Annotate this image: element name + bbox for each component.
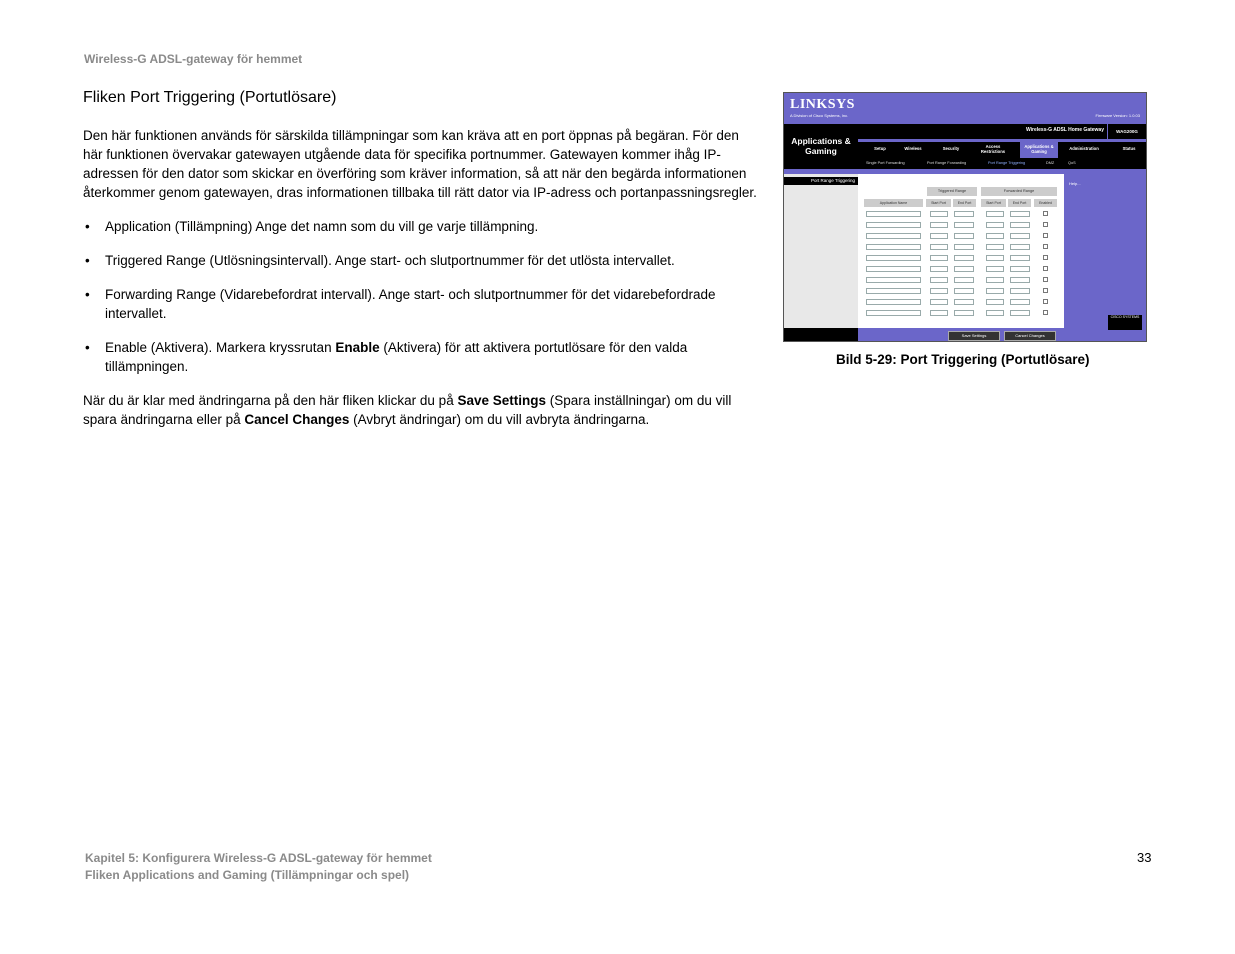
intro-paragraph: Den här funktionen används för särskilda tillämpningar som kan kräva att en port öppnas på begäran. För den här funktionen övervakar gatewayen utgående data för specifika portnummer. Gatewayen kommer ihåg IP-adressen för den dator som skickar en överföring som kräver information, så att när den begärda informationen återkommer genom gatewayen, dras informationen tillbaka till rätt dator via IP-adress och portanpassningsregler. bbox=[83, 128, 757, 200]
bullet-forwarding-range: • Forwarding Range (Vidarebefordrat intervall). Ange start- och slutportnummer för det vidarebefordrade intervallet. bbox=[83, 285, 759, 323]
trig-start-input[interactable] bbox=[930, 310, 948, 316]
fwd-start-input[interactable] bbox=[986, 244, 1004, 250]
app-name-input[interactable] bbox=[866, 288, 921, 294]
app-name-input[interactable] bbox=[866, 222, 921, 228]
fwd-start-input[interactable] bbox=[986, 277, 1004, 283]
tab-wireless[interactable]: Wireless bbox=[904, 146, 922, 151]
subtab-port-range-triggering[interactable]: Port Range Triggering bbox=[988, 161, 1026, 165]
fwd-end-input[interactable] bbox=[1010, 255, 1030, 261]
subtab-dmz[interactable]: DMZ bbox=[1046, 161, 1055, 165]
page-number: 33 bbox=[1137, 850, 1152, 865]
trig-end-input[interactable] bbox=[954, 222, 974, 228]
product-name: Wireless-G ADSL Home Gateway bbox=[1025, 127, 1104, 133]
body-content bbox=[83, 126, 759, 444]
col-trig-start: Start Port bbox=[926, 199, 951, 207]
fwd-start-input[interactable] bbox=[986, 222, 1004, 228]
figure-left-bottom bbox=[784, 328, 858, 342]
fwd-start-input[interactable] bbox=[986, 266, 1004, 272]
cisco-logo: CISCO SYSTEMS bbox=[1108, 315, 1142, 330]
trig-start-input[interactable] bbox=[930, 266, 948, 272]
trig-start-input[interactable] bbox=[930, 299, 948, 305]
tab-status[interactable]: Status bbox=[1122, 146, 1136, 151]
running-header: Wireless-G ADSL-gateway för hemmet bbox=[84, 52, 303, 66]
app-name-input[interactable] bbox=[866, 299, 921, 305]
figure-help-column bbox=[1064, 174, 1147, 328]
enabled-checkbox[interactable] bbox=[1043, 277, 1048, 282]
trig-end-input[interactable] bbox=[954, 244, 974, 250]
tab-applications-gaming[interactable]: Applications & Gaming bbox=[1024, 144, 1054, 154]
fwd-start-input[interactable] bbox=[986, 211, 1004, 217]
tab-security[interactable]: Security bbox=[942, 146, 960, 151]
trig-end-input[interactable] bbox=[954, 266, 974, 272]
fwd-end-input[interactable] bbox=[1010, 222, 1030, 228]
fwd-start-input[interactable] bbox=[986, 288, 1004, 294]
trig-start-input[interactable] bbox=[930, 277, 948, 283]
enabled-checkbox[interactable] bbox=[1043, 255, 1048, 260]
bullet-application: • Application (Tillämpning) Ange det namn som du vill ge varje tillämpning. bbox=[83, 217, 759, 236]
app-name-input[interactable] bbox=[866, 233, 921, 239]
fwd-start-input[interactable] bbox=[986, 310, 1004, 316]
enabled-checkbox[interactable] bbox=[1043, 299, 1048, 304]
fwd-end-input[interactable] bbox=[1010, 277, 1030, 283]
logo-subtitle: A Division of Cisco Systems, Inc. bbox=[790, 113, 849, 118]
enabled-checkbox[interactable] bbox=[1043, 244, 1048, 249]
subtab-single-port[interactable]: Single Port Forwarding bbox=[866, 161, 905, 165]
port-triggering-screenshot bbox=[783, 92, 1147, 342]
fwd-end-input[interactable] bbox=[1010, 211, 1030, 217]
model-number: WAG200G bbox=[1107, 124, 1146, 139]
col-fwd-end: End Port bbox=[1008, 199, 1031, 207]
firmware-version: Firmware Version: 1.0.03 bbox=[1095, 113, 1140, 118]
bullet-enable-text-end: (Aktivera) för att aktivera portutlösare för den valda tillämpningen. bbox=[105, 340, 688, 374]
trig-start-input[interactable] bbox=[930, 255, 948, 261]
section-title: Fliken Port Triggering (Portutlösare) bbox=[83, 89, 337, 106]
closing-paragraph bbox=[83, 391, 759, 429]
trig-start-input[interactable] bbox=[930, 288, 948, 294]
closing-text-3: (Avbryt ändringar) om du vill avbryta ändringarna. bbox=[349, 412, 650, 427]
tab-access-restrictions[interactable]: Access Restrictions bbox=[980, 144, 1006, 154]
fwd-start-input[interactable] bbox=[986, 255, 1004, 261]
app-name-input[interactable] bbox=[866, 211, 921, 217]
figure-caption: Bild 5-29: Port Triggering (Portutlösare) bbox=[836, 352, 1090, 367]
footer bbox=[85, 850, 432, 884]
col-fwd-start: Start Port bbox=[981, 199, 1006, 207]
figure-left-label: Applications & Gaming bbox=[791, 136, 851, 156]
forwarded-range-header: Forwarded Range bbox=[981, 187, 1057, 196]
trig-end-input[interactable] bbox=[954, 277, 974, 283]
app-name-input[interactable] bbox=[866, 277, 921, 283]
figure-bottom-bar bbox=[858, 328, 1147, 342]
fwd-end-input[interactable] bbox=[1010, 233, 1030, 239]
col-trig-end: End Port bbox=[953, 199, 976, 207]
trig-start-input[interactable] bbox=[930, 222, 948, 228]
enabled-checkbox[interactable] bbox=[1043, 310, 1048, 315]
app-name-input[interactable] bbox=[866, 255, 921, 261]
fwd-end-input[interactable] bbox=[1010, 244, 1030, 250]
trig-end-input[interactable] bbox=[954, 255, 974, 261]
trig-start-input[interactable] bbox=[930, 233, 948, 239]
cancel-changes-button[interactable]: Cancel Changes bbox=[1004, 331, 1056, 341]
fwd-end-input[interactable] bbox=[1010, 299, 1030, 305]
enabled-checkbox[interactable] bbox=[1043, 222, 1048, 227]
bullet-enable bbox=[83, 338, 759, 376]
subtab-qos[interactable]: QoS bbox=[1068, 161, 1076, 165]
fwd-end-input[interactable] bbox=[1010, 310, 1030, 316]
enabled-checkbox[interactable] bbox=[1043, 288, 1048, 293]
tab-setup[interactable]: Setup bbox=[874, 146, 886, 151]
figure-left-column bbox=[784, 174, 858, 328]
trig-start-input[interactable] bbox=[930, 244, 948, 250]
triggered-range-header: Triggered Range bbox=[927, 187, 977, 196]
fwd-start-input[interactable] bbox=[986, 233, 1004, 239]
bullet-triggered-range: • Triggered Range (Utlösningsintervall). Ange start- och slutportnummer för det utlösta intervallet. bbox=[83, 251, 759, 270]
help-link[interactable]: Help... bbox=[1069, 181, 1081, 186]
trig-end-input[interactable] bbox=[954, 211, 974, 217]
figure-left-label-box bbox=[784, 124, 858, 169]
bullet-enable-text: Enable (Aktivera). Markera kryssrutan bbox=[105, 340, 336, 355]
bullet-enable-bold: Enable bbox=[335, 340, 380, 355]
col-enabled: Enabled bbox=[1034, 199, 1057, 207]
trig-start-input[interactable] bbox=[930, 211, 948, 217]
closing-text-1: När du är klar med ändringarna på den här fliken klickar du på bbox=[83, 393, 458, 408]
closing-cancel-bold: Cancel Changes bbox=[244, 412, 350, 427]
section-label: Port Range Triggering bbox=[784, 177, 858, 185]
closing-save-bold: Save Settings bbox=[457, 393, 547, 408]
app-name-input[interactable] bbox=[866, 310, 921, 316]
trig-end-input[interactable] bbox=[954, 310, 974, 316]
save-settings-button[interactable]: Save Settings bbox=[948, 331, 1000, 341]
app-name-input[interactable] bbox=[866, 266, 921, 272]
tab-administration[interactable]: Administration bbox=[1069, 146, 1099, 151]
enabled-checkbox[interactable] bbox=[1043, 266, 1048, 271]
trig-end-input[interactable] bbox=[954, 288, 974, 294]
bullet-list bbox=[83, 217, 759, 376]
subtab-port-range-forwarding[interactable]: Port Range Forwarding bbox=[927, 161, 967, 165]
trig-end-input[interactable] bbox=[954, 299, 974, 305]
fwd-start-input[interactable] bbox=[986, 299, 1004, 305]
app-name-input[interactable] bbox=[866, 244, 921, 250]
closing-text-2: (Spara inställningar) om du vill spara ändringarna eller på bbox=[83, 393, 732, 427]
enabled-checkbox[interactable] bbox=[1043, 233, 1048, 238]
linksys-logo: LINKSYS bbox=[790, 97, 855, 112]
fwd-end-input[interactable] bbox=[1010, 266, 1030, 272]
fwd-end-input[interactable] bbox=[1010, 288, 1030, 294]
col-app-name: Application Name bbox=[864, 199, 923, 207]
trig-end-input[interactable] bbox=[954, 233, 974, 239]
enabled-checkbox[interactable] bbox=[1043, 211, 1048, 216]
footer-chapter: Kapitel 5: Konfigurera Wireless-G ADSL-gateway för hemmet bbox=[85, 851, 432, 865]
footer-section: Fliken Applications and Gaming (Tillämpningar och spel) bbox=[85, 868, 410, 882]
